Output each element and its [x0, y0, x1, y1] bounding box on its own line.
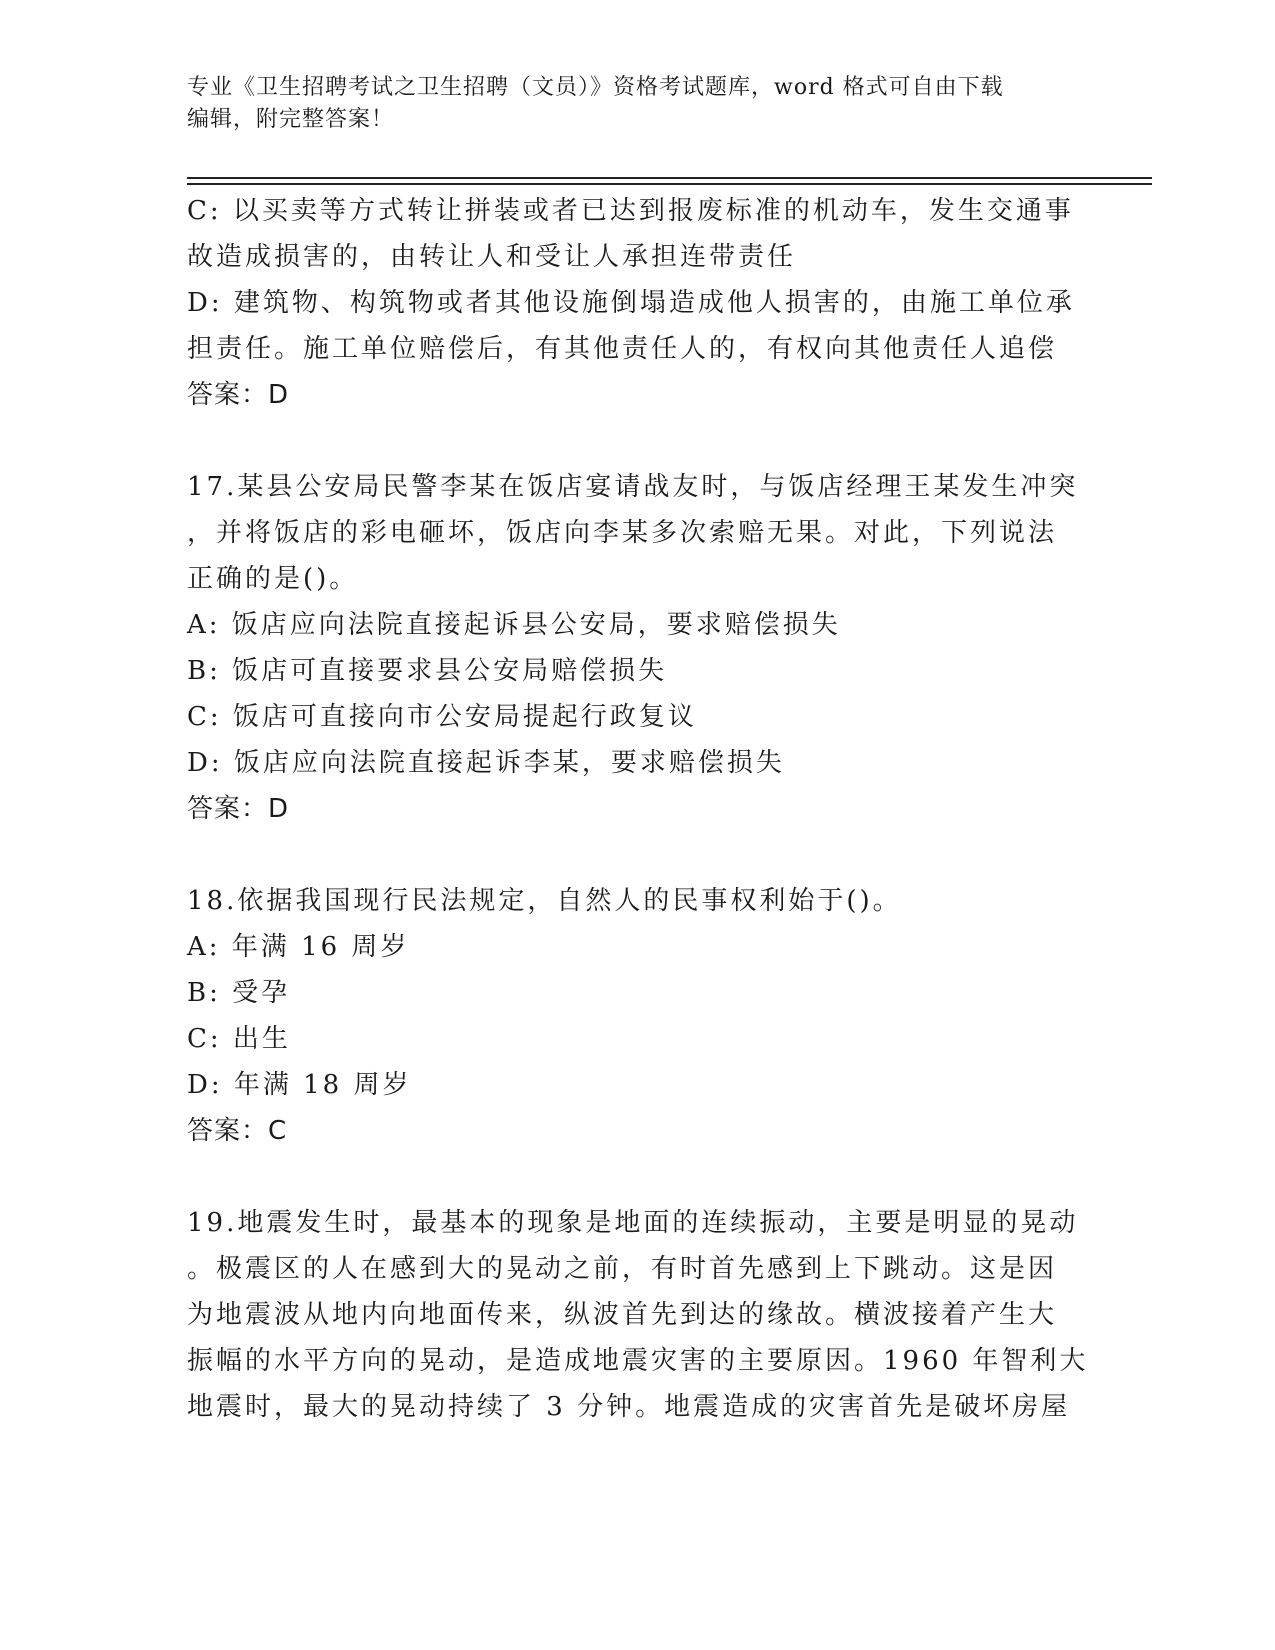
- question-19: [187, 1200, 1087, 1430]
- option-c: C: 以买卖等方式转让拼装或者已达到报废标准的机动车，发生交通事: [187, 196, 1074, 226]
- question-18: [187, 878, 1087, 1154]
- option-d: D: 年满 18 周岁: [187, 1070, 412, 1100]
- question-stem: 17.某县公安局民警李某在饭店宴请战友时，与饭店经理王某发生冲突: [187, 472, 1079, 502]
- option-d: D: 饭店应向法院直接起诉李某，要求赔偿损失: [187, 748, 785, 778]
- option-a: A: 饭店应向法院直接起诉县公安局，要求赔偿损失: [187, 610, 841, 640]
- header-divider: [187, 177, 1152, 179]
- answer: 答案：C: [187, 1116, 288, 1146]
- question-content: [187, 188, 1087, 1430]
- prev-question: [187, 188, 1087, 418]
- option-d-continued: 担责任。施工单位赔偿后，有其他责任人的，有权向其他责任人追偿: [187, 334, 1058, 364]
- question-stem: ，并将饭店的彩电砸坏，饭店向李某多次索赔无果。对此，下列说法: [187, 518, 1058, 548]
- option-d: D: 建筑物、构筑物或者其他设施倒塌造成他人损害的，由施工单位承: [187, 288, 1075, 318]
- question-stem: 18.依据我国现行民法规定，自然人的民事权利始于()。: [187, 886, 902, 916]
- question-17: [187, 464, 1087, 832]
- option-c: C: 出生: [187, 1024, 291, 1054]
- option-b: B: 饭店可直接要求县公安局赔偿损失: [187, 656, 668, 686]
- header-divider: [187, 183, 1152, 185]
- question-stem: 地震时，最大的晃动持续了 3 分钟。地震造成的灾害首先是破坏房屋: [187, 1392, 1071, 1422]
- answer: 答案：D: [187, 380, 290, 410]
- question-stem: 正确的是()。: [187, 564, 359, 594]
- answer: 答案：D: [187, 794, 290, 824]
- option-a: A: 年满 16 周岁: [187, 932, 410, 962]
- spacer: [187, 1154, 1087, 1200]
- header-line: 编辑，附完整答案！: [187, 107, 395, 132]
- question-stem: 19.地震发生时，最基本的现象是地面的连续振动，主要是明显的晃动: [187, 1208, 1079, 1238]
- question-stem: 振幅的水平方向的晃动，是造成地震灾害的主要原因。1960 年智利大: [187, 1346, 1089, 1376]
- question-stem: 。极震区的人在感到大的晃动之前，有时首先感到上下跳动。这是因: [187, 1254, 1058, 1284]
- option-c: C: 饭店可直接向市公安局提起行政复议: [187, 702, 697, 732]
- spacer: [187, 418, 1087, 464]
- spacer: [187, 832, 1087, 878]
- header-line: 专业《卫生招聘考试之卫生招聘（文员）》资格考试题库，word 格式可自由下载: [187, 75, 1004, 100]
- question-stem: 为地震波从地内向地面传来，纵波首先到达的缘故。横波接着产生大: [187, 1300, 1058, 1330]
- option-b: B: 受孕: [187, 978, 291, 1008]
- document-header: [187, 72, 1067, 136]
- option-c-continued: 故造成损害的，由转让人和受让人承担连带责任: [187, 242, 797, 272]
